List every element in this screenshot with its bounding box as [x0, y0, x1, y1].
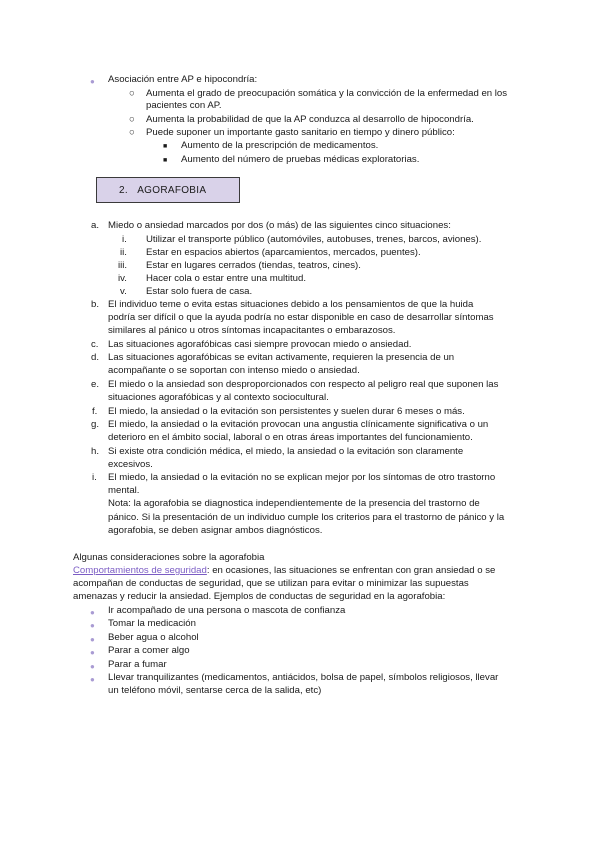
square-bullet-marker: ■ — [163, 157, 168, 164]
sub-bullet-text: Aumenta la probabilidad de que la AP conduzca al desarrollo de hipocondría. — [146, 114, 474, 125]
criterion-i-note: pánico. Si la presentación de un individuo cumple los criterios para el trastorno de pánico y la — [108, 512, 505, 523]
criterion-d-text: Las situaciones agorafóbicas se evitan activamente, requieren la presencia de un — [108, 352, 455, 363]
considerations-paragraph-line: acompañan de conductas de seguridad, que se utilizan para evitar o minimizar las supuestas — [73, 578, 469, 589]
considerations-paragraph-line — [73, 564, 495, 577]
list-marker-c: c. — [91, 339, 99, 350]
roman-marker: ii. — [120, 247, 127, 258]
roman-item-text: Utilizar el transporte público (automóviles, autobuses, trenes, barcos, aviones). — [146, 234, 482, 245]
sub-sub-bullet-text: Aumento del número de pruebas médicas exploratorias. — [181, 154, 420, 165]
bullet-marker: ● — [90, 662, 95, 671]
safety-behavior-item: un teléfono móvil, sentarse cerca de la salida, etc) — [108, 685, 322, 696]
criterion-h-text: excesivos. — [108, 459, 153, 470]
criterion-g-text: deterioro en el ámbito social, laboral o en otras áreas importantes del funcionamiento. — [108, 432, 473, 443]
list-marker-h: h. — [91, 446, 100, 457]
sub-bullet-text: Puede suponer un importante gasto sanitario en tiempo y dinero público: — [146, 127, 455, 138]
safety-behavior-item: Tomar la medicación — [108, 618, 196, 629]
bullet-marker: ● — [90, 621, 95, 630]
safety-behavior-item: Parar a comer algo — [108, 645, 190, 656]
safety-behavior-item: Parar a fumar — [108, 659, 167, 670]
roman-marker: v. — [120, 286, 127, 297]
list-marker-b: b. — [91, 299, 100, 310]
bullet-marker: ● — [90, 648, 95, 657]
criterion-i-text: mental. — [108, 485, 140, 496]
section-heading — [119, 184, 206, 197]
bullet-marker: ● — [90, 77, 95, 86]
sub-bullet-text: Aumenta el grado de preocupación somática y la convicción de la enfermedad en los — [146, 88, 508, 99]
criterion-i-note: agorafobia, se deben asignar ambos diagnósticos. — [108, 525, 323, 536]
criterion-b-text: similares al pánico u otros síntomas incapacitantes o embarazosos. — [108, 325, 396, 336]
roman-item-text: Hacer cola o estar entre una multitud. — [146, 273, 306, 284]
sub-bullet-text: pacientes con AP. — [146, 100, 222, 111]
list-marker-a: a. — [91, 220, 100, 231]
criterion-c-text: Las situaciones agorafóbicas casi siempre provocan miedo o ansiedad. — [108, 339, 412, 350]
list-marker-e: e. — [91, 379, 100, 390]
circle-bullet-marker: ○ — [129, 88, 135, 99]
heading-number: 2. — [119, 185, 128, 196]
roman-marker: i. — [122, 234, 127, 245]
paragraph-text: : en ocasiones, las situaciones se enfrentan con gran ansiedad o se — [206, 565, 496, 576]
bullet-marker: ● — [90, 675, 95, 684]
circle-bullet-marker: ○ — [129, 127, 135, 138]
criterion-e-text: El miedo o la ansiedad son desproporcionados con respecto al peligro real que suponen las — [108, 379, 499, 390]
list-marker-i: i. — [92, 472, 97, 483]
list-marker-f: f. — [92, 406, 98, 417]
safety-behavior-item: Llevar tranquilizantes (medicamentos, antiácidos, bolsa de papel, símbolos religiosos, llevar — [108, 672, 499, 683]
sub-sub-bullet-text: Aumento de la prescripción de medicamentos. — [181, 140, 379, 151]
considerations-paragraph-line: amenazas y reducir la ansiedad. Ejemplos de conductas de seguridad en la agorafobia: — [73, 591, 446, 602]
criterion-b-text: podría ser difícil o que la ayuda podría no estar disponible en caso de desarrollar síntomas — [108, 312, 494, 323]
criterion-d-text: acompañante o se soportan con intenso miedo o ansiedad. — [108, 365, 360, 376]
criterion-h-text: Si existe otra condición médica, el miedo, la ansiedad o la evitación son claramente — [108, 446, 464, 457]
criterion-i-text: El miedo, la ansiedad o la evitación no se explican mejor por los síntomas de otro trastorno — [108, 472, 496, 483]
list-marker-g: g. — [91, 419, 100, 430]
roman-item-text: Estar en espacios abiertos (aparcamientos, mercados, puentes). — [146, 247, 421, 258]
safety-behaviors-link[interactable]: Comportamientos de seguridad — [73, 565, 207, 576]
criterion-a-text: Miedo o ansiedad marcados por dos (o más) de las siguientes cinco situaciones: — [108, 220, 451, 231]
square-bullet-marker: ■ — [163, 143, 168, 150]
bullet-marker: ● — [90, 608, 95, 617]
criterion-f-text: El miedo, la ansiedad o la evitación son persistentes y suelen durar 6 meses o más. — [108, 406, 465, 417]
section-heading-box — [96, 177, 240, 203]
list-marker-d: d. — [91, 352, 100, 363]
bullet-marker: ● — [90, 635, 95, 644]
criterion-b-text: El individuo teme o evita estas situaciones debido a los pensamientos de que la huida — [108, 299, 474, 310]
roman-item-text: Estar en lugares cerrados (tiendas, teatros, cines). — [146, 260, 361, 271]
criterion-i-note: Nota: la agorafobia se diagnostica independientemente de la presencia del trastorno de — [108, 498, 480, 509]
heading-title: AGORAFOBIA — [137, 185, 207, 196]
roman-marker: iii. — [118, 260, 128, 271]
criterion-e-text: situaciones agorafóbicas y al contexto sociocultural. — [108, 392, 329, 403]
criterion-g-text: El miedo, la ansiedad o la evitación provocan una angustia clínicamente significativa o un — [108, 419, 489, 430]
roman-marker: iv. — [118, 273, 127, 284]
considerations-title: Algunas consideraciones sobre la agorafobia — [73, 552, 265, 563]
bullet-text: Asociación entre AP e hipocondría: — [108, 74, 258, 85]
roman-item-text: Estar solo fuera de casa. — [146, 286, 253, 297]
circle-bullet-marker: ○ — [129, 114, 135, 125]
safety-behavior-item: Ir acompañado de una persona o mascota de confianza — [108, 605, 346, 616]
safety-behavior-item: Beber agua o alcohol — [108, 632, 199, 643]
